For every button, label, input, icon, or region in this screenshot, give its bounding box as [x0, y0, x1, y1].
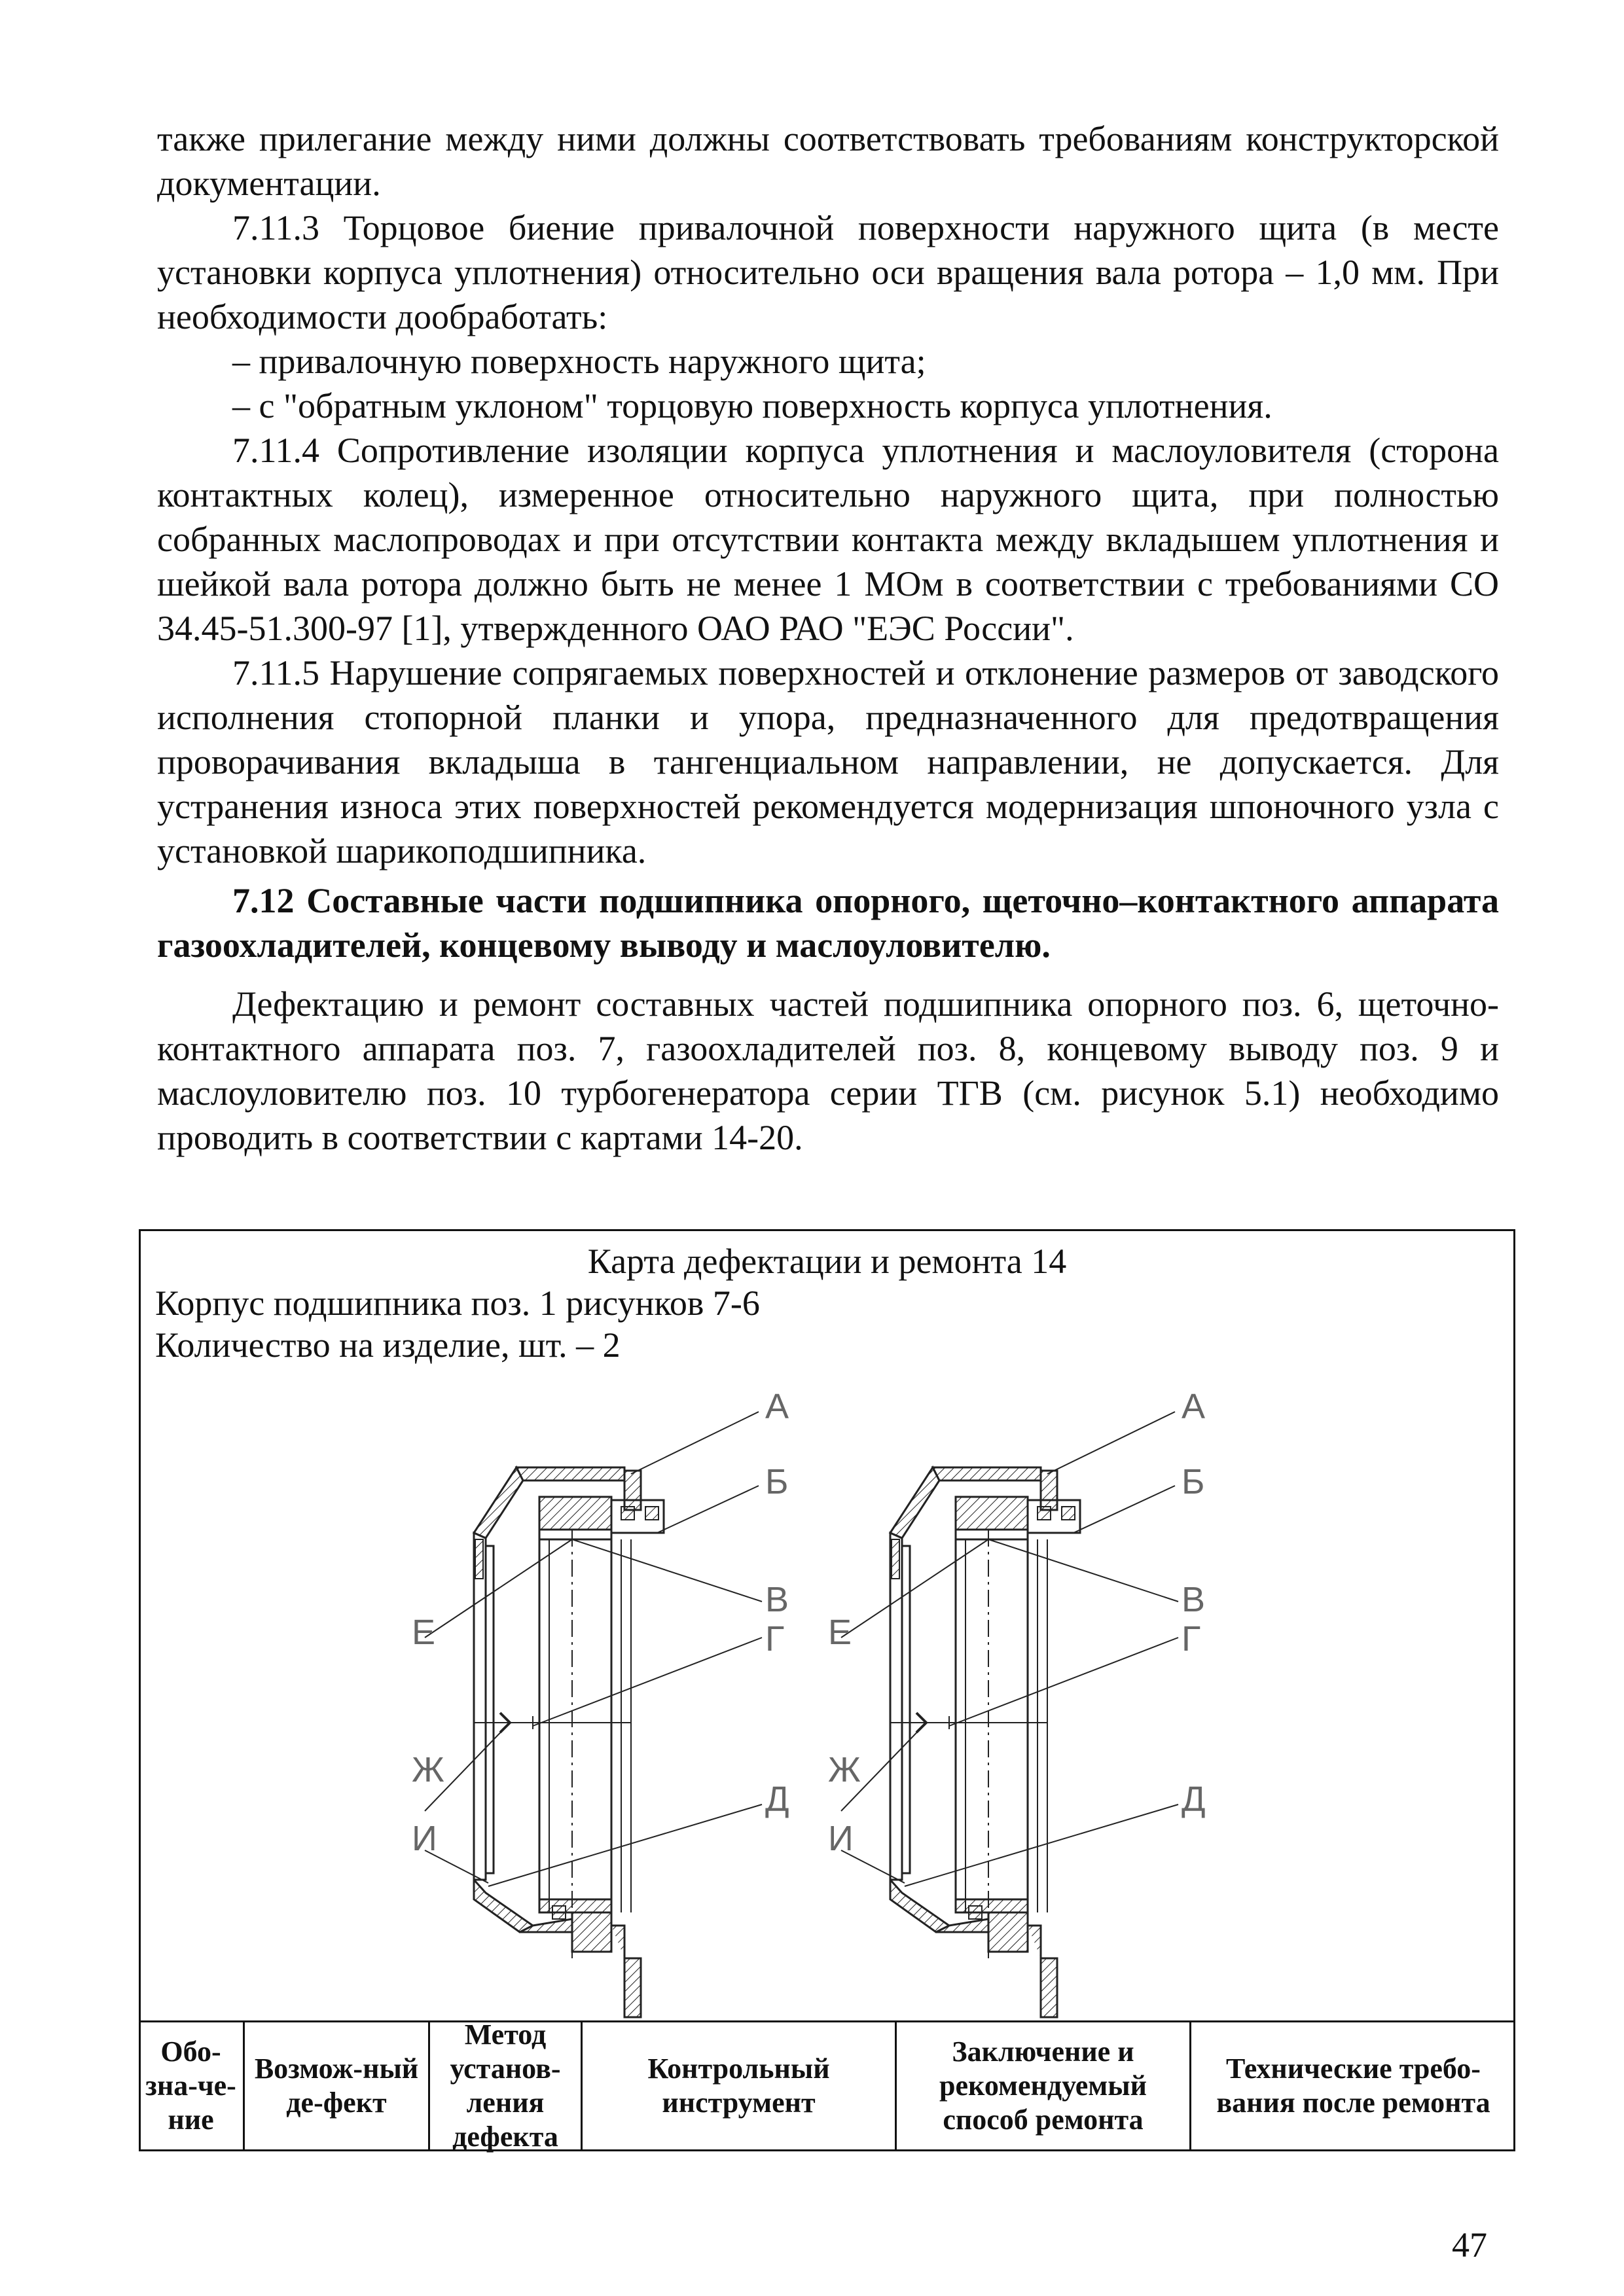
th-repair-method: Заключение и рекомендуемый способ ремонта	[897, 2020, 1191, 2151]
paragraph-7-11-3: 7.11.3 Торцовое биение привалочной поверхности наружного щита (в месте установки корпуса уплотнения) относительно оси вращения вала ротора – 1,0 мм. При необходимости дообработать:	[157, 208, 1499, 336]
card-part: Корпус подшипника поз. 1 рисунков 7-6	[155, 1283, 760, 1323]
paragraph-7-11-4: 7.11.4 Сопротивление изоляции корпуса уплотнения и маслоуловителя (сторона контактных колец), измеренное относительно наружного щита, при полностью собранных маслопроводах и при отсутствии контакта между вкладышем уплотнения и шейкой вала ротора должно быть не менее 1 МОм в соответствии с требованиями СО 34.45-51.300-97 [1], утвержденного ОАО РАО "ЕЭС России".	[157, 431, 1499, 648]
label-b: Б	[1182, 1462, 1205, 1501]
label-v: В	[765, 1580, 789, 1619]
card-title: Карта дефектации и ремонта 14	[587, 1242, 1067, 1281]
label-e: Е	[412, 1613, 436, 1652]
page-number: 47	[1452, 2225, 1487, 2265]
card-quantity: Количество на изделие, шт. – 2	[155, 1325, 621, 1365]
paragraph-continuation: также прилегание между ними должны соответствовать требованиям конструкторской документации.	[157, 119, 1499, 203]
th-possible-defect: Возмож-ный де-фект	[245, 2020, 430, 2151]
label-i: И	[828, 1819, 854, 1858]
th-detection-method: Метод установ-ления дефекта	[430, 2020, 583, 2151]
label-d: Д	[1182, 1780, 1206, 1819]
label-b: Б	[765, 1462, 789, 1501]
bullet-item-2: – с "обратным уклоном" торцовую поверхность корпуса уплотнения.	[232, 386, 1272, 425]
defect-table-header	[139, 2020, 1515, 2151]
th-control-instrument: Контрольный инструмент	[583, 2020, 897, 2151]
paragraph-defect-intro: Дефектацию и ремонт составных частей подшипника опорного поз. 6, щеточно-контактного аппарата поз. 7, газоохладителей поз. 8, концевому выводу поз. 9 и маслоуловителю поз. 10 турбогенератора серии ТГВ (см. рисунок 5.1) необходимо проводить в соответствии с картами 14-20.	[157, 984, 1499, 1157]
label-g: Г	[1182, 1619, 1201, 1659]
label-v: В	[1182, 1580, 1206, 1619]
label-zh: Ж	[828, 1750, 861, 1789]
bullet-item-1: – привалочную поверхность наружного щита;	[232, 342, 926, 381]
label-d: Д	[765, 1780, 789, 1819]
paragraph-7-11-5: 7.11.5 Нарушение сопрягаемых поверхностей и отклонение размеров от заводского исполнения стопорной планки и упора, предназначенного для предотвращения проворачивания вкладыша в тангенциальном направлении, не допускается. Для устранения износа этих поверхностей рекомендуется модернизация шпоночного узла с установкой шарикоподшипника.	[157, 653, 1499, 870]
drawing-left	[412, 1387, 789, 2017]
label-a: А	[765, 1387, 789, 1426]
label-g: Г	[765, 1619, 785, 1659]
th-technical-requirements: Технические требо-вания после ремонта	[1216, 2053, 1490, 2119]
section-heading-7-12: 7.12 Составные части подшипника опорного, щеточно–контактного аппарата газоохладителей, концевому выводу и маслоуловителю.	[157, 881, 1499, 965]
label-e: Е	[828, 1613, 852, 1652]
label-a: А	[1182, 1387, 1206, 1426]
th-designation: Обо-зна-че-ние	[139, 2020, 245, 2151]
label-zh: Ж	[412, 1750, 444, 1789]
drawing-right	[828, 1387, 1206, 2017]
label-i: И	[412, 1819, 437, 1858]
